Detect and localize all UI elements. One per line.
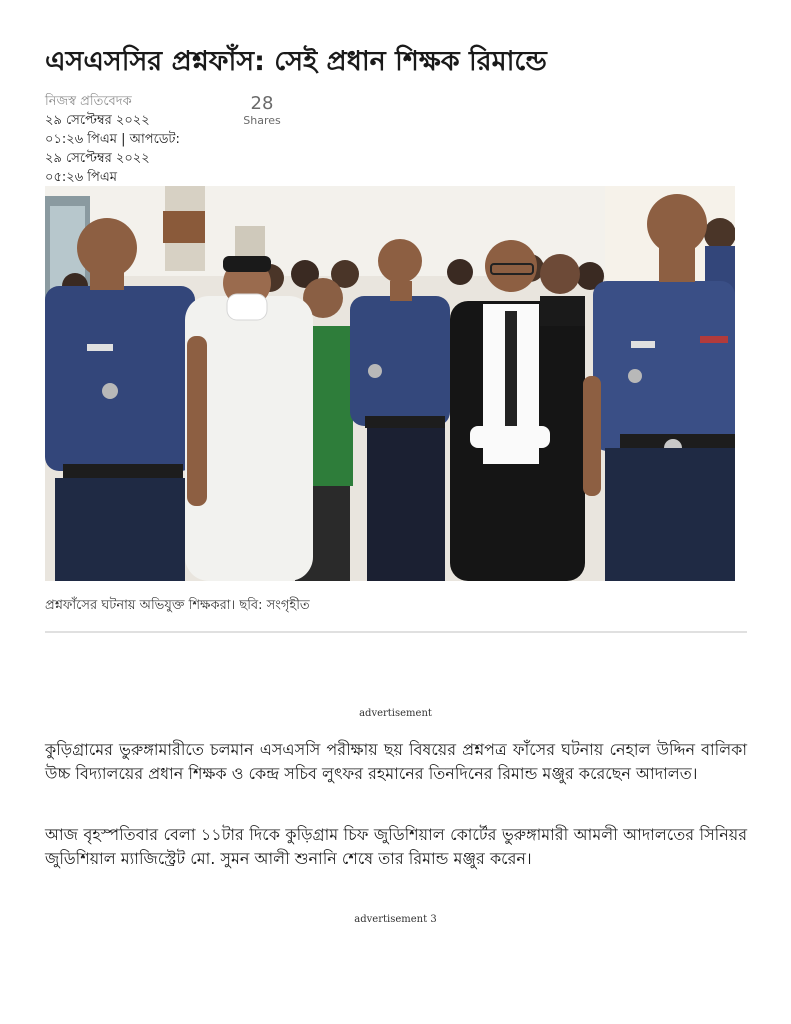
advertisement-label: advertisement — [359, 708, 432, 719]
article-paragraph: আজ বৃহস্পতিবার বেলা ১১টার দিকে কুড়িগ্রাম চিফ জুডিশিয়াল কোর্টের ভুরুঙ্গামারী আমলী আদালতের সিনিয়র জুডিশিয়াল ম্যাজিস্ট্রেট মো. সুমন আলী শুনানি শেষে তার রিমান্ড মঞ্জুর করেন। — [45, 825, 747, 868]
updated-label: আপডেট: — [129, 132, 180, 147]
updated-time: ০৫:২৬ পিএম — [45, 170, 117, 185]
article-meta — [45, 92, 235, 187]
share-counter[interactable] — [236, 94, 288, 127]
shares-count: 28 — [250, 93, 274, 114]
author-name[interactable]: নিজস্ব প্রতিবেদক — [45, 94, 132, 109]
divider — [45, 631, 747, 633]
advertisement-label: advertisement 3 — [354, 914, 437, 925]
article-paragraph: কুড়িগ্রামের ভুরুঙ্গামারীতে চলমান এসএসসি পরীক্ষায় ছয় বিষয়ের প্রশ্নপত্র ফাঁসের ঘটনায় নেহাল উদ্দিন বালিকা উচ্চ বিদ্যালয়ের প্রধান শিক্ষক ও কেন্দ্র সচিব লুৎফর রহমানের তিনদিনের রিমান্ড মঞ্জুর করেছেন আদালত। — [45, 740, 747, 783]
published-date: ২৯ সেপ্টেম্বর ২০২২ — [45, 113, 150, 128]
article-photo — [45, 186, 735, 581]
published-time: ০১:২৬ পিএম — [45, 132, 117, 147]
updated-date: ২৯ সেপ্টেম্বর ২০২২ — [45, 151, 150, 166]
article-headline: এসএসসির প্রশ্নফাঁস: সেই প্রধান শিক্ষক রিমান্ডে — [45, 46, 547, 77]
published-time-line: ০১:২৬ পিএম | আপডেট: — [45, 132, 180, 147]
photo-illustration — [45, 186, 735, 581]
shares-label: Shares — [243, 114, 281, 127]
photo-caption: প্রশ্নফাঁসের ঘটনায় অভিযুক্ত শিক্ষকরা। ছবি: সংগৃহীত — [45, 598, 310, 613]
